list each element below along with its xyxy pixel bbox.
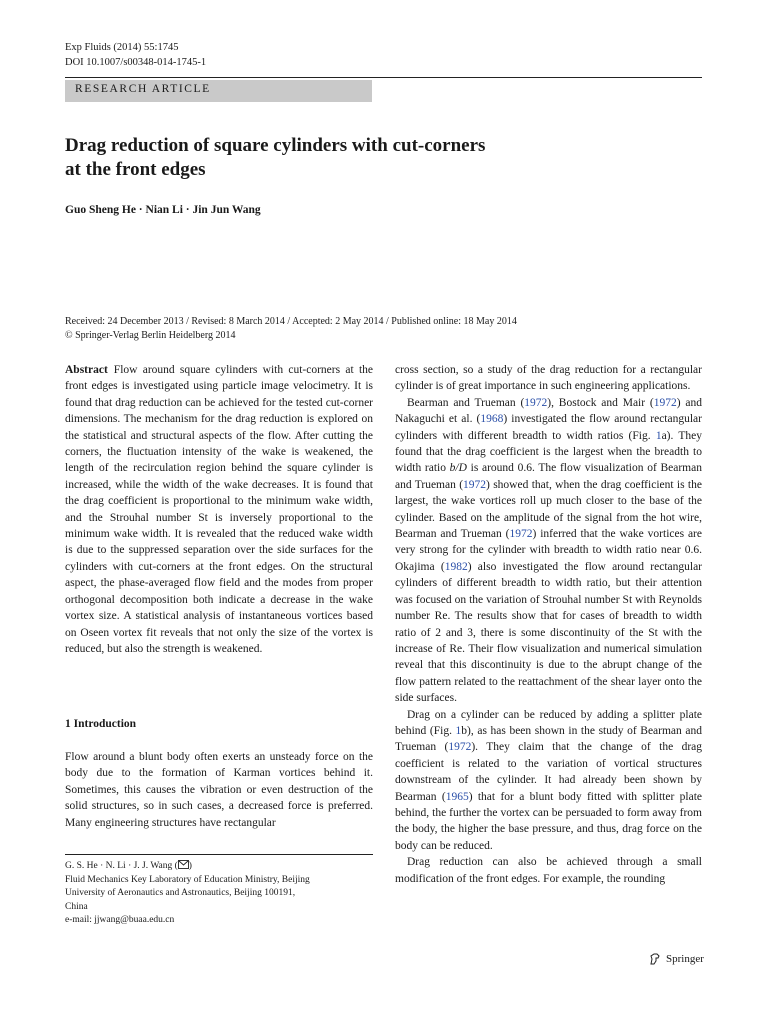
copyright-line: © Springer-Verlag Berlin Heidelberg 2014 <box>65 330 236 341</box>
section-heading-introduction: 1 Introduction <box>65 718 137 730</box>
introduction-paragraph <box>65 749 373 831</box>
affiliation-line-1: Fluid Mechanics Key Laboratory of Education Ministry, Beijing <box>65 874 310 885</box>
citation-link[interactable]: 1972 <box>524 396 548 409</box>
title-line-1: Drag reduction of square cylinders with cut-corners <box>65 135 486 156</box>
citation-link[interactable]: 1972 <box>509 528 533 541</box>
math-ratio: b/D <box>449 462 467 475</box>
article-type-badge <box>65 80 372 102</box>
header-rule <box>65 77 702 78</box>
right-paragraph-2: Drag on a cylinder can be reduced by adding a splitter plate behind (Fig. 1b), as has been shown in the study of Bearman and Trueman (1972). They claim that the change of the drag coefficient is related to the variation of vortical structures downstream of the cylinder. It had already been shown by Bearman (1965) that for a blunt body fitted with splitter plate behind, the further the vortex can be persuaded to form away from the body, the higher the base pressure, and thus, drag force on the body can be reduced. <box>395 708 703 852</box>
journal-reference <box>65 40 206 70</box>
journal-citation: Exp Fluids (2014) 55:1745 <box>65 42 179 53</box>
abstract-keyword: Abstract <box>65 364 108 376</box>
publisher-name: Springer <box>666 953 704 965</box>
abstract-block <box>65 362 373 657</box>
footnote-authors: G. S. He · N. Li · J. J. Wang ( <box>65 861 178 871</box>
dates-line: Received: 24 December 2013 / Revised: 8 March 2014 / Accepted: 2 May 2014 / Published online: 18 May 2014 <box>65 316 517 327</box>
article-title <box>65 134 625 182</box>
publisher-logo <box>648 952 704 966</box>
affiliation-line-3: China <box>65 901 88 912</box>
author-list: Guo Sheng He · Nian Li · Jin Jun Wang <box>65 204 261 216</box>
citation-link[interactable]: 1972 <box>653 396 677 409</box>
figure-link[interactable]: 1 <box>455 724 462 737</box>
citation-link[interactable]: 1968 <box>480 413 504 426</box>
citation-link[interactable]: 1982 <box>444 560 468 573</box>
right-paragraph-3: Drag reduction can also be achieved through a small modification of the front edges. For example, the rounding <box>395 856 702 885</box>
title-line-2: at the front edges <box>65 159 206 180</box>
publication-history <box>65 315 705 343</box>
springer-horse-icon <box>648 952 662 966</box>
article-type-label: RESEARCH ARTICLE <box>75 83 211 95</box>
footnote-rule <box>65 854 373 855</box>
right-paragraph-0: cross section, so a study of the drag reduction for a rectangular cylinder is of great importance in such engineering applications. <box>395 364 702 393</box>
envelope-icon <box>178 860 189 869</box>
right-column <box>395 362 702 887</box>
abstract-text: Flow around square cylinders with cut-corners at the front edges is investigated using particle image velocimetry. It is found that drag reduction can be achieved for the tested cut-corner dimensions. The mechanism for the drag reduction is explored on the statistical and structural aspects of the flow. After cutting the corners, the fluctuation intensity of the wake is weakened, the length of the recirculation region behind the square cylinder is increased, while the width of the wake decreases. It is found that the drag coefficient is proportional to the minimum wake width, and the Strouhal number St is inversely proportional to the minimum wake width. It is revealed that the reduced wake width is due to the suppressed separation over the side surfaces for the cylinders with cut-corners at the front edges. On the structural aspect, the phase-averaged flow field and the modes from proper orthogonal decomposition both indicate a decrease in the wake vortex size. A statistical analysis of instantaneous vortices based on Oseen vortex fit reveals that not only the size of the vortex is reduced, but also the strength is weakened. <box>65 364 373 655</box>
citation-link[interactable]: 1965 <box>445 790 469 803</box>
citation-link[interactable]: 1972 <box>448 741 472 754</box>
doi[interactable]: DOI 10.1007/s00348-014-1745-1 <box>65 57 207 68</box>
affiliation-line-2: University of Aeronautics and Astronautics, Beijing 100191, <box>65 888 296 898</box>
right-paragraph-1: Bearman and Trueman (1972), Bostock and Mair (1972) and Nakaguchi et al. (1968) investigated the flow around rectangular cylinders with different breadth to width ratios (Fig. 1a). They found that the drag coefficient is the largest when the breadth to width ratio b/D is around 0.6. The flow visualization of Bearman and Trueman (1972) showed that, when the drag coefficient is the largest, the wake vortices roll up much closer to the base of the cylinder. Based on the amplitude of the signal from the hot wire, Bearman and Trueman (1972) inferred that the wake vortices are very strong for the cylinder with breadth to width ratio near 0.6. Okajima (1982) also investigated the flow around rectangular cylinders of different breadth to width ratio, but their attention was focused on the variation of Strouhal number St with Reynolds number Re. The results show that for cases of breadth to width ratio of 2 and 3, there is some discontinuity of the St with the increase of Re. Their flow visualization and numerical simulation reveal that this discontinuity is due to the abrupt change of the flow pattern related to the reattachment of the shear layer onto the side surfaces. <box>395 396 702 705</box>
author-email[interactable]: e-mail: jjwang@buaa.edu.cn <box>65 915 175 925</box>
author-footnote <box>65 860 373 928</box>
footnote-authors-close: ) <box>188 861 192 871</box>
intro-paragraph-1: Flow around a blunt body often exerts an unsteady force on the body due to the formation of Karman vortices behind it. Sometimes, this causes the vibration or even destruction of the solid structures, so in such cases, a decreased force is preferred. Many engineering structures have rectangular <box>65 751 373 829</box>
figure-link[interactable]: 1 <box>655 429 662 442</box>
citation-link[interactable]: 1972 <box>463 478 487 491</box>
